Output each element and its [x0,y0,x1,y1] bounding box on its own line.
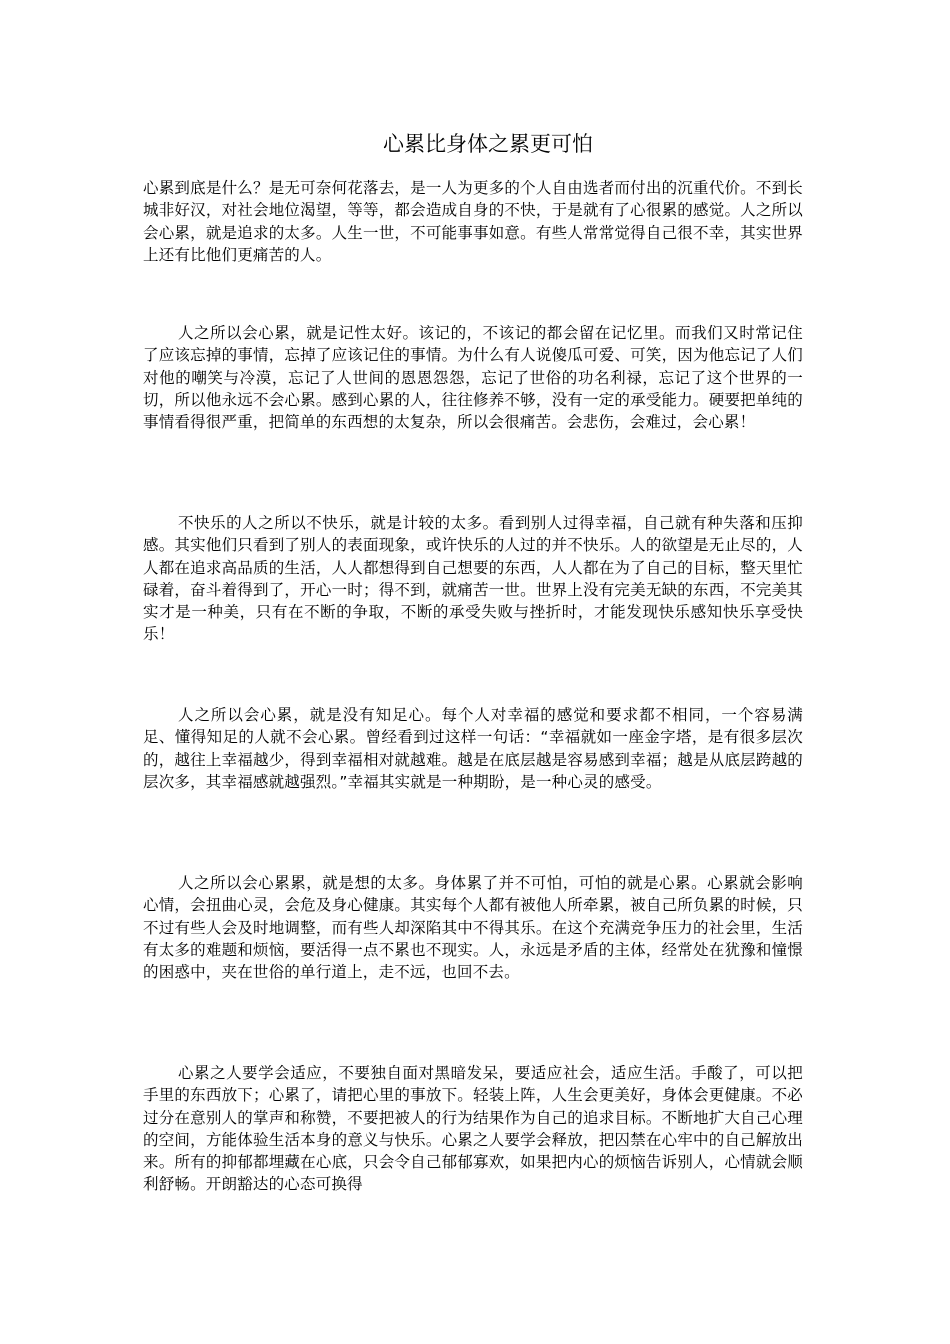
document-title: 心累比身体之累更可怕 [383,132,593,156]
paragraph-3: 不快乐的人之所以不快乐，就是计较的太多。看到别人过得幸福，自己就有种失落和压抑感。其实他们只看到了别人的表面现象，或许快乐的人过的并不快乐。人的欲望是无止尽的，人人都在追求高品质的生活，人人都想得到自己想要的东西，人人都在为了自己的目标，整天里忙碌着，奋斗着得到了，开心一时；得不到，就痛苦一世。世界上没有完美无缺的东西，不完美其实才是一种美，只有在不断的争取，不断的承受失败与挫折时，才能发现快乐感知快乐享受快乐！ [143,514,803,644]
paragraph-1: 心累到底是什么？是无可奈何花落去，是一人为更多的个人自由选者而付出的沉重代价。不到长城非好汉，对社会地位渴望，等等，都会造成自身的不快，于是就有了心很累的感觉。人之所以会心累，就是追求的太多。人生一世，不可能事事如意。有些人常常觉得自己很不幸，其实世界上还有比他们更痛苦的人。 [143,179,803,264]
paragraph-2: 人之所以会心累，就是记性太好。该记的，不该记的都会留在记忆里。而我们又时常记住了应该忘掉的事情，忘掉了应该记住的事情。为什么有人说傻瓜可爱、可笑，因为他忘记了人们对他的嘲笑与冷漠，忘记了人世间的恩恩怨怨，忘记了世俗的功名利禄，忘记了这个世界的一切，所以他永远不会心累。感到心累的人，往往修养不够，没有一定的承受能力。硬要把单纯的事情看得很严重，把简单的东西想的太复杂，所以会很痛苦。会悲伤，会难过，会心累！ [143,324,803,432]
paragraph-5: 人之所以会心累累，就是想的太多。身体累了并不可怕，可怕的就是心累。心累就会影响心情，会扭曲心灵，会危及身心健康。其实每个人都有被他人所牵累，被自己所负累的时候，只不过有些人会及时地调整，而有些人却深陷其中不得其乐。在这个充满竞争压力的社会里，生活有太多的难题和烦恼，要活得一点不累也不现实。人，永远是矛盾的主体，经常处在犹豫和憧憬的困惑中，夹在世俗的单行道上，走不远，也回不去。 [143,874,803,982]
paragraph-4: 人之所以会心累，就是没有知足心。每个人对幸福的感觉和要求都不相同，一个容易满足、懂得知足的人就不会心累。曾经看到过这样一句话：“幸福就如一座金字塔，是有很多层次的，越往上幸福越少，得到幸福相对就越难。越是在底层越是容易感到幸福；越是从底层跨越的层次多，其幸福感就越强烈。”幸福其实就是一种期盼，是一种心灵的感受。 [143,706,803,791]
paragraph-6: 心累之人要学会适应，不要独自面对黑暗发呆，要适应社会，适应生活。手酸了，可以把手里的东西放下；心累了，请把心里的事放下。轻装上阵，人生会更美好，身体会更健康。不必过分在意别人的掌声和称赞，不要把被人的行为结果作为自己的追求目标。不断地扩大自己心理的空间，方能体验生活本身的意义与快乐。心累之人要学会释放，把囚禁在心牢中的自己解放出来。所有的抑郁都埋藏在心底，只会令自己郁郁寡欢，如果把内心的烦恼告诉别人，心情就会顺利舒畅。开朗豁达的心态可换得 [143,1064,803,1194]
